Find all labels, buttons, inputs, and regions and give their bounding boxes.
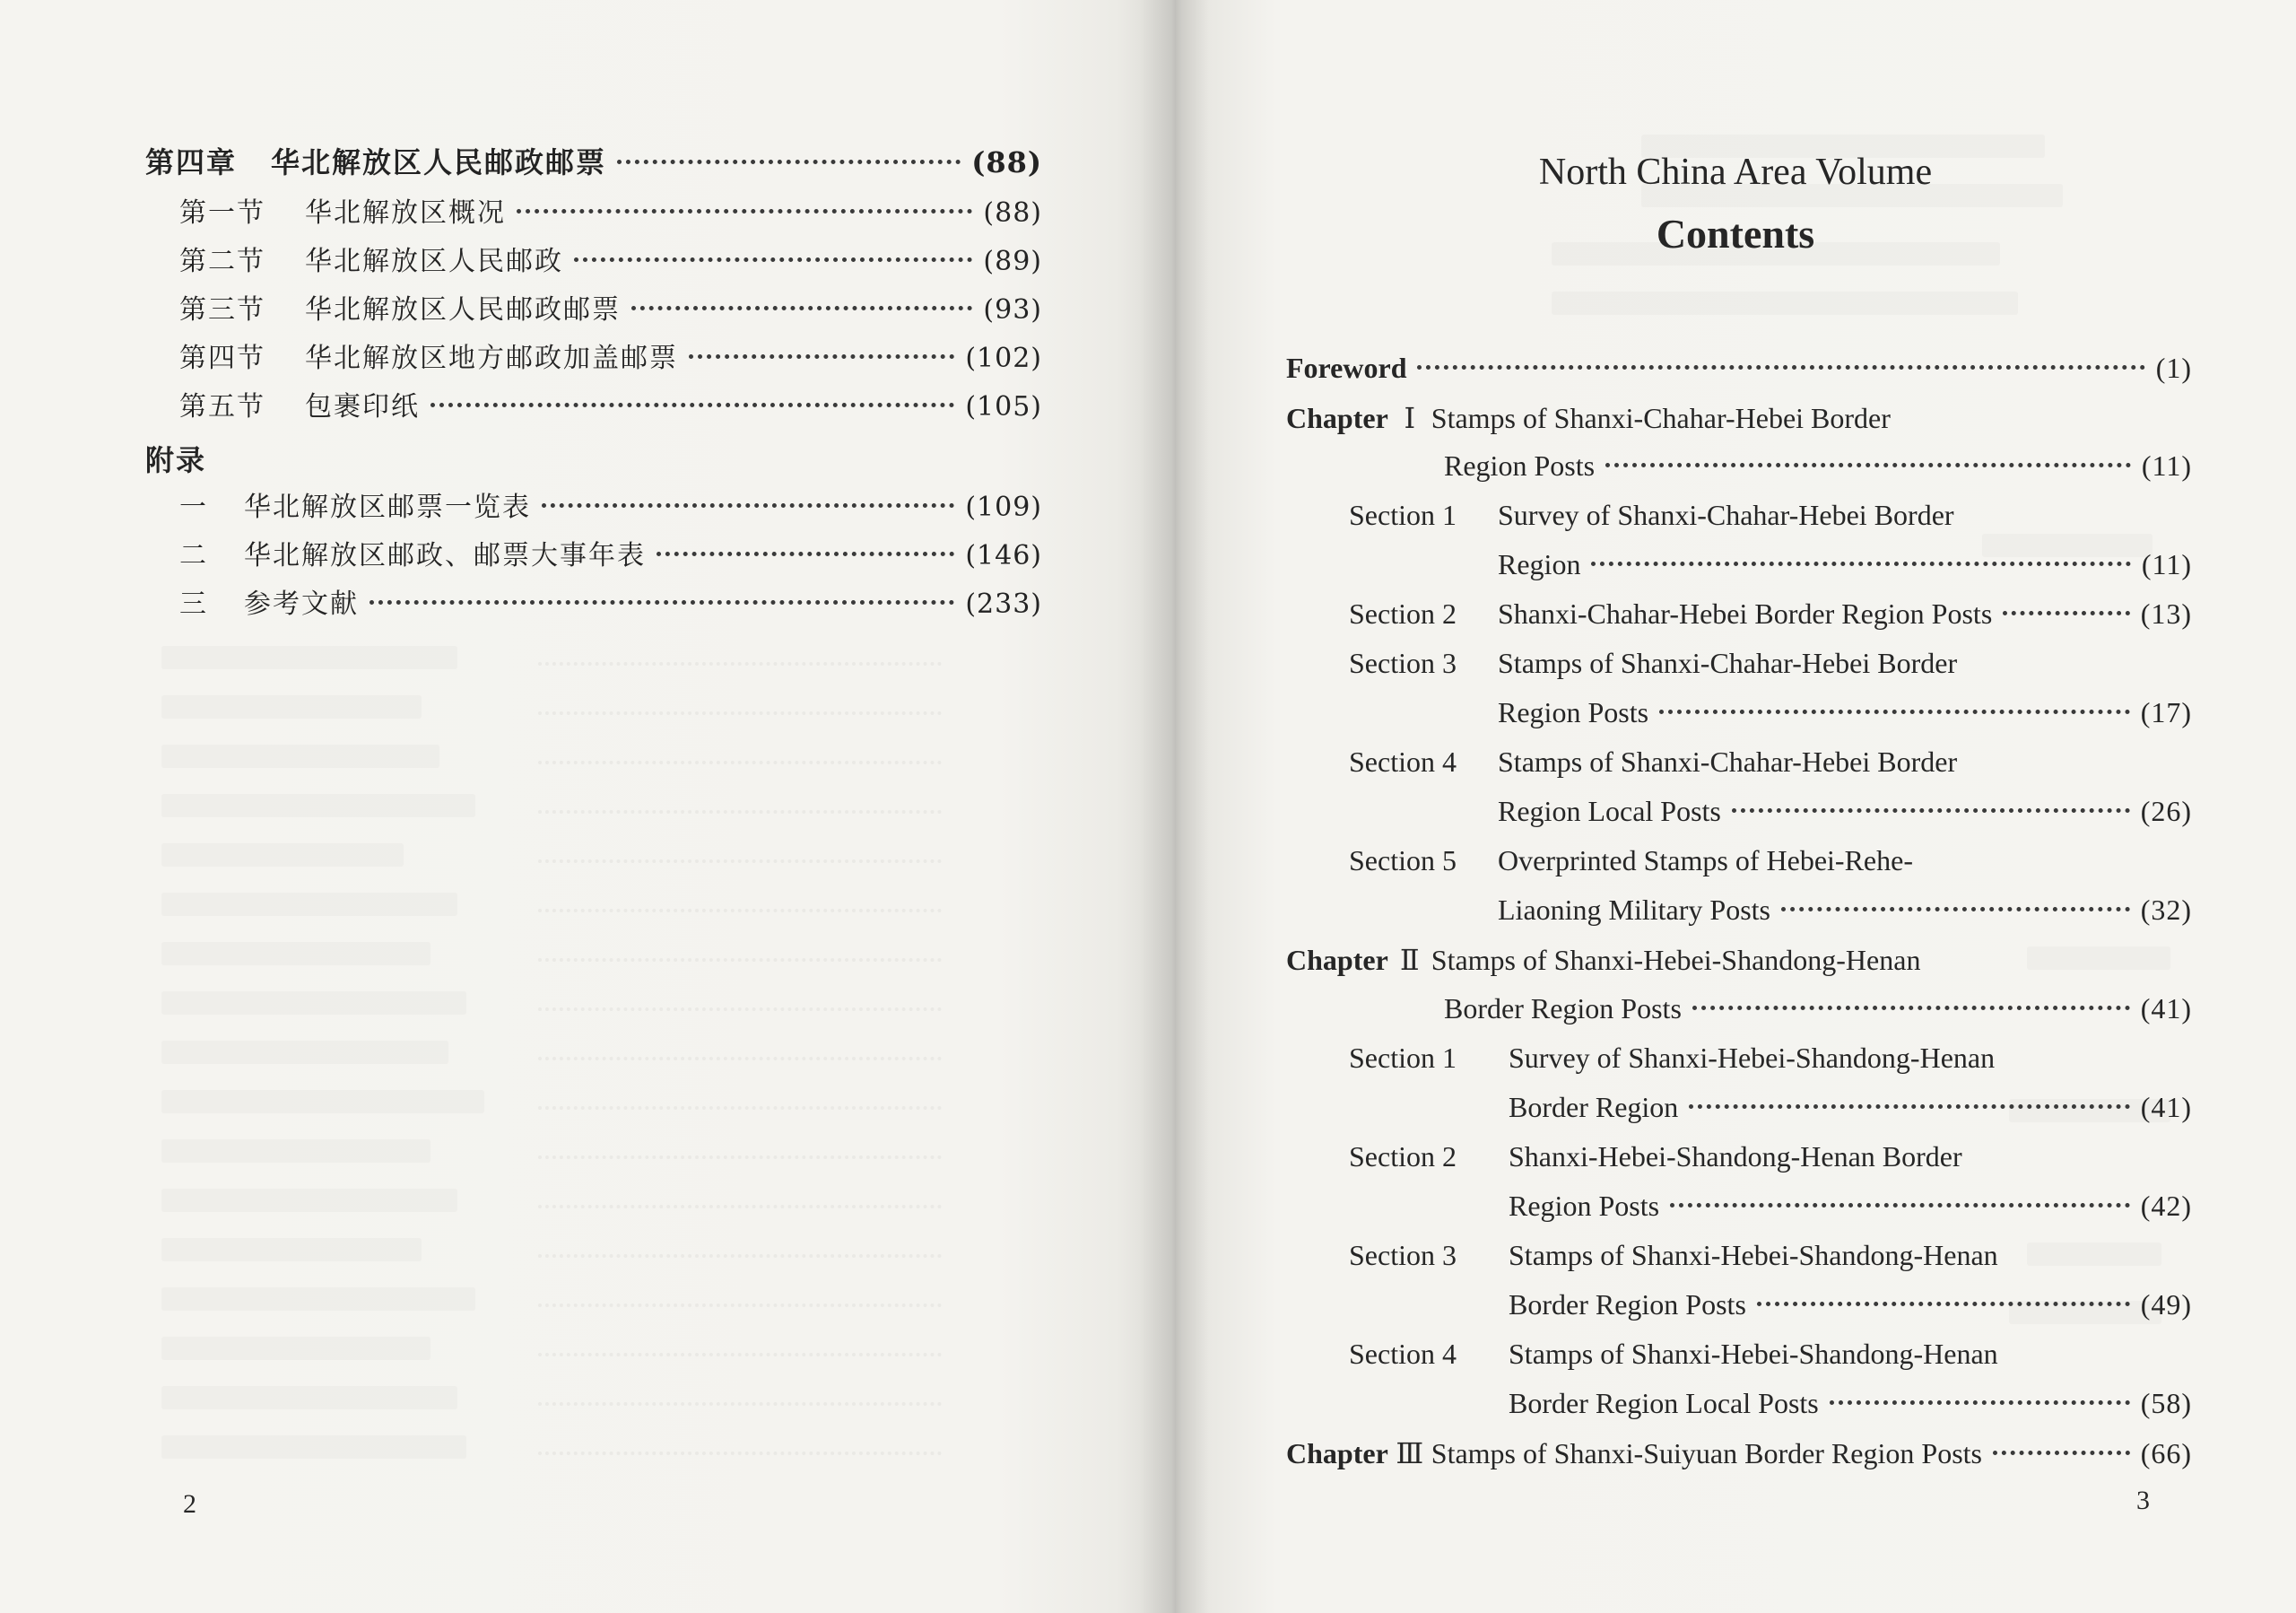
section-title: 华北解放区地方邮政加盖邮票 bbox=[305, 343, 678, 374]
toc-section-2[interactable] bbox=[179, 239, 1042, 278]
section-number: 第三节 bbox=[179, 294, 265, 326]
section-title: Shanxi-Hebei-Shandong-Henan Border bbox=[1509, 1140, 1962, 1173]
toc-ch1-section-3-cont[interactable] bbox=[1498, 696, 2192, 729]
page-ref: (11) bbox=[2141, 548, 2192, 580]
page-number: 2 bbox=[183, 1489, 196, 1519]
dot-leader bbox=[370, 600, 954, 605]
toc-section-1[interactable] bbox=[179, 190, 1042, 230]
chapter-title-cont: Border Region Posts bbox=[1444, 992, 1682, 1024]
dot-leader bbox=[1692, 1006, 2130, 1010]
appendix-number: 三 bbox=[179, 589, 208, 620]
section-number: 第五节 bbox=[179, 391, 265, 423]
section-title: Overprinted Stamps of Hebei-Rehe- bbox=[1498, 844, 1913, 876]
section-label: Section 5 bbox=[1349, 844, 1457, 876]
page-ref: (11) bbox=[2141, 449, 2192, 482]
toc-ch1-section-1-cont[interactable] bbox=[1498, 548, 2192, 581]
toc-chapter-1[interactable] bbox=[1286, 401, 1891, 435]
chapter-numeral: Ⅲ bbox=[1396, 1437, 1424, 1469]
dot-leader bbox=[1781, 907, 2130, 911]
page-ref: (146) bbox=[965, 540, 1042, 571]
section-label: Section 3 bbox=[1349, 647, 1457, 679]
chapter-number: 第四章 bbox=[145, 145, 238, 179]
toc-section-3[interactable] bbox=[179, 287, 1042, 327]
toc-ch1-section-5[interactable] bbox=[1349, 844, 1913, 877]
section-title: 华北解放区人民邮政邮票 bbox=[305, 294, 621, 326]
dot-leader bbox=[2003, 611, 2129, 615]
chapter-label: Chapter bbox=[1286, 944, 1388, 976]
section-label: Section 3 bbox=[1349, 1239, 1457, 1271]
section-number: 第二节 bbox=[179, 246, 265, 277]
page-ref: (49) bbox=[2140, 1288, 2192, 1321]
page-ref: (58) bbox=[2140, 1387, 2192, 1419]
toc-chapter-2-cont[interactable] bbox=[1444, 992, 2192, 1025]
section-title: 包裹印纸 bbox=[305, 391, 420, 423]
section-label: Section 1 bbox=[1349, 499, 1457, 531]
toc-ch2-section-2[interactable] bbox=[1349, 1140, 1962, 1173]
toc-ch2-section-1-cont[interactable] bbox=[1509, 1091, 2192, 1124]
volume-title: North China Area Volume bbox=[1538, 152, 1933, 193]
page-ref: (93) bbox=[983, 294, 1042, 326]
toc-chapter-4[interactable] bbox=[145, 140, 1042, 181]
chapter-title: 华北解放区人民邮政邮票 bbox=[271, 145, 607, 179]
toc-section-4[interactable] bbox=[179, 336, 1042, 375]
chapter-title: Stamps of Shanxi-Suiyuan Border Region Posts bbox=[1431, 1437, 1982, 1469]
section-number: 第四节 bbox=[179, 343, 265, 374]
section-title: Shanxi-Chahar-Hebei Border Region Posts bbox=[1498, 597, 1993, 630]
section-title: 华北解放区概况 bbox=[305, 197, 506, 229]
dot-leader bbox=[1993, 1451, 2130, 1455]
dot-leader bbox=[1659, 710, 2130, 714]
section-label: Section 4 bbox=[1349, 745, 1457, 778]
chapter-label: Chapter bbox=[1286, 1437, 1388, 1469]
contents-heading: Contents bbox=[1656, 211, 1815, 257]
section-title-cont: Border Region Local Posts bbox=[1509, 1387, 1819, 1419]
dot-leader bbox=[1757, 1302, 2130, 1306]
page-ref: (105) bbox=[965, 391, 1042, 423]
dot-leader bbox=[1605, 463, 2131, 467]
appendix-number: 二 bbox=[179, 540, 208, 571]
dot-leader bbox=[574, 257, 972, 262]
appendix-title: 华北解放区邮政、邮票大事年表 bbox=[244, 540, 646, 571]
appendix-heading: 附录 bbox=[145, 443, 207, 477]
chapter-title: Stamps of Shanxi-Hebei-Shandong-Henan bbox=[1431, 944, 1921, 976]
toc-ch2-section-3-cont[interactable] bbox=[1509, 1288, 2192, 1321]
page-ref: (42) bbox=[2140, 1190, 2192, 1222]
page-ref: (1) bbox=[2155, 352, 2192, 384]
dot-leader bbox=[542, 503, 954, 508]
dot-leader bbox=[617, 160, 961, 164]
section-title: Stamps of Shanxi-Hebei-Shandong-Henan bbox=[1509, 1239, 1998, 1271]
dot-leader bbox=[1689, 1104, 2129, 1109]
page-ref: (26) bbox=[2140, 795, 2192, 827]
chapter-label: Chapter bbox=[1286, 402, 1388, 434]
appendix-number: 一 bbox=[179, 492, 208, 523]
page-ref: (89) bbox=[983, 246, 1042, 277]
dot-leader bbox=[1591, 562, 2130, 566]
section-title-cont: Liaoning Military Posts bbox=[1498, 894, 1770, 926]
section-title: Survey of Shanxi-Hebei-Shandong-Henan bbox=[1509, 1042, 1996, 1074]
section-title: 华北解放区人民邮政 bbox=[305, 246, 563, 277]
dot-leader bbox=[689, 354, 954, 359]
section-number: 第一节 bbox=[179, 197, 265, 229]
section-label: Section 2 bbox=[1349, 1140, 1457, 1173]
appendix-title: 华北解放区邮票一览表 bbox=[244, 492, 531, 523]
right-page bbox=[1175, 0, 2296, 1613]
section-title-cont: Region Posts bbox=[1498, 696, 1649, 728]
toc-ch2-section-4-cont[interactable] bbox=[1509, 1387, 2192, 1420]
section-title-cont: Region Posts bbox=[1509, 1190, 1660, 1222]
toc-foreword[interactable] bbox=[1286, 352, 2192, 385]
section-title-cont: Border Region Posts bbox=[1509, 1288, 1746, 1321]
page-ref: (66) bbox=[2140, 1437, 2192, 1469]
foreword-label: Foreword bbox=[1286, 352, 1407, 384]
page-ref: (88) bbox=[983, 197, 1042, 229]
page-ref: (41) bbox=[2140, 992, 2192, 1024]
page-ref: (233) bbox=[965, 589, 1042, 620]
section-title-cont: Border Region bbox=[1509, 1091, 1679, 1123]
dot-leader bbox=[1417, 365, 2144, 370]
toc-ch2-section-4[interactable] bbox=[1349, 1338, 1998, 1371]
toc-ch1-section-4[interactable] bbox=[1349, 745, 1957, 779]
chapter-numeral: Ⅱ bbox=[1399, 944, 1420, 976]
toc-appendix-3[interactable] bbox=[179, 581, 1042, 621]
toc-appendix-2[interactable] bbox=[179, 533, 1042, 572]
page-ref: (17) bbox=[2140, 696, 2192, 728]
toc-ch1-section-3[interactable] bbox=[1349, 647, 1957, 680]
page-number: 3 bbox=[2136, 1486, 2150, 1515]
toc-ch1-section-1[interactable] bbox=[1349, 499, 1954, 532]
dot-leader bbox=[631, 306, 972, 310]
page-ref: (41) bbox=[2140, 1091, 2192, 1123]
chapter-title: Stamps of Shanxi-Chahar-Hebei Border bbox=[1431, 402, 1891, 434]
toc-ch1-section-2[interactable] bbox=[1349, 597, 2192, 631]
toc-chapter-1-cont[interactable] bbox=[1444, 449, 2192, 483]
page-ref: (13) bbox=[2140, 597, 2192, 630]
dot-leader bbox=[657, 552, 954, 556]
section-title-cont: Region bbox=[1498, 548, 1581, 580]
toc-ch1-section-5-cont[interactable] bbox=[1498, 894, 2192, 927]
toc-ch2-section-2-cont[interactable] bbox=[1509, 1190, 2192, 1223]
dot-leader bbox=[1830, 1400, 2130, 1405]
book-gutter bbox=[1139, 0, 1211, 1613]
dot-leader bbox=[430, 403, 954, 407]
section-title: Stamps of Shanxi-Chahar-Hebei Border bbox=[1498, 745, 1958, 778]
dot-leader bbox=[517, 209, 972, 214]
toc-chapter-3[interactable] bbox=[1286, 1436, 2192, 1470]
section-title: Stamps of Shanxi-Chahar-Hebei Border bbox=[1498, 647, 1958, 679]
section-label: Section 4 bbox=[1349, 1338, 1457, 1370]
section-label: Section 2 bbox=[1349, 597, 1457, 630]
section-title: Stamps of Shanxi-Hebei-Shandong-Henan bbox=[1509, 1338, 1998, 1370]
section-title: Survey of Shanxi-Chahar-Hebei Border bbox=[1498, 499, 1954, 531]
section-label: Section 1 bbox=[1349, 1042, 1457, 1074]
page-ref: (102) bbox=[965, 343, 1042, 374]
page-ref: (109) bbox=[965, 492, 1042, 523]
page-ref: (88) bbox=[971, 145, 1042, 179]
section-title-cont: Region Local Posts bbox=[1498, 795, 1721, 827]
toc-appendix-1[interactable] bbox=[179, 484, 1042, 524]
appendix-title: 参考文献 bbox=[244, 589, 359, 620]
chapter-title-cont: Region Posts bbox=[1444, 449, 1596, 482]
toc-section-5[interactable] bbox=[179, 384, 1042, 423]
toc-chapter-2[interactable] bbox=[1286, 943, 1920, 977]
page-ref: (32) bbox=[2140, 894, 2192, 926]
dot-leader bbox=[1732, 808, 2130, 813]
toc-ch1-section-4-cont[interactable] bbox=[1498, 795, 2192, 828]
chapter-numeral: Ⅰ bbox=[1404, 402, 1416, 434]
toc-ch2-section-3[interactable] bbox=[1349, 1239, 1998, 1272]
toc-ch2-section-1[interactable] bbox=[1349, 1042, 1995, 1075]
dot-leader bbox=[1670, 1203, 2130, 1208]
